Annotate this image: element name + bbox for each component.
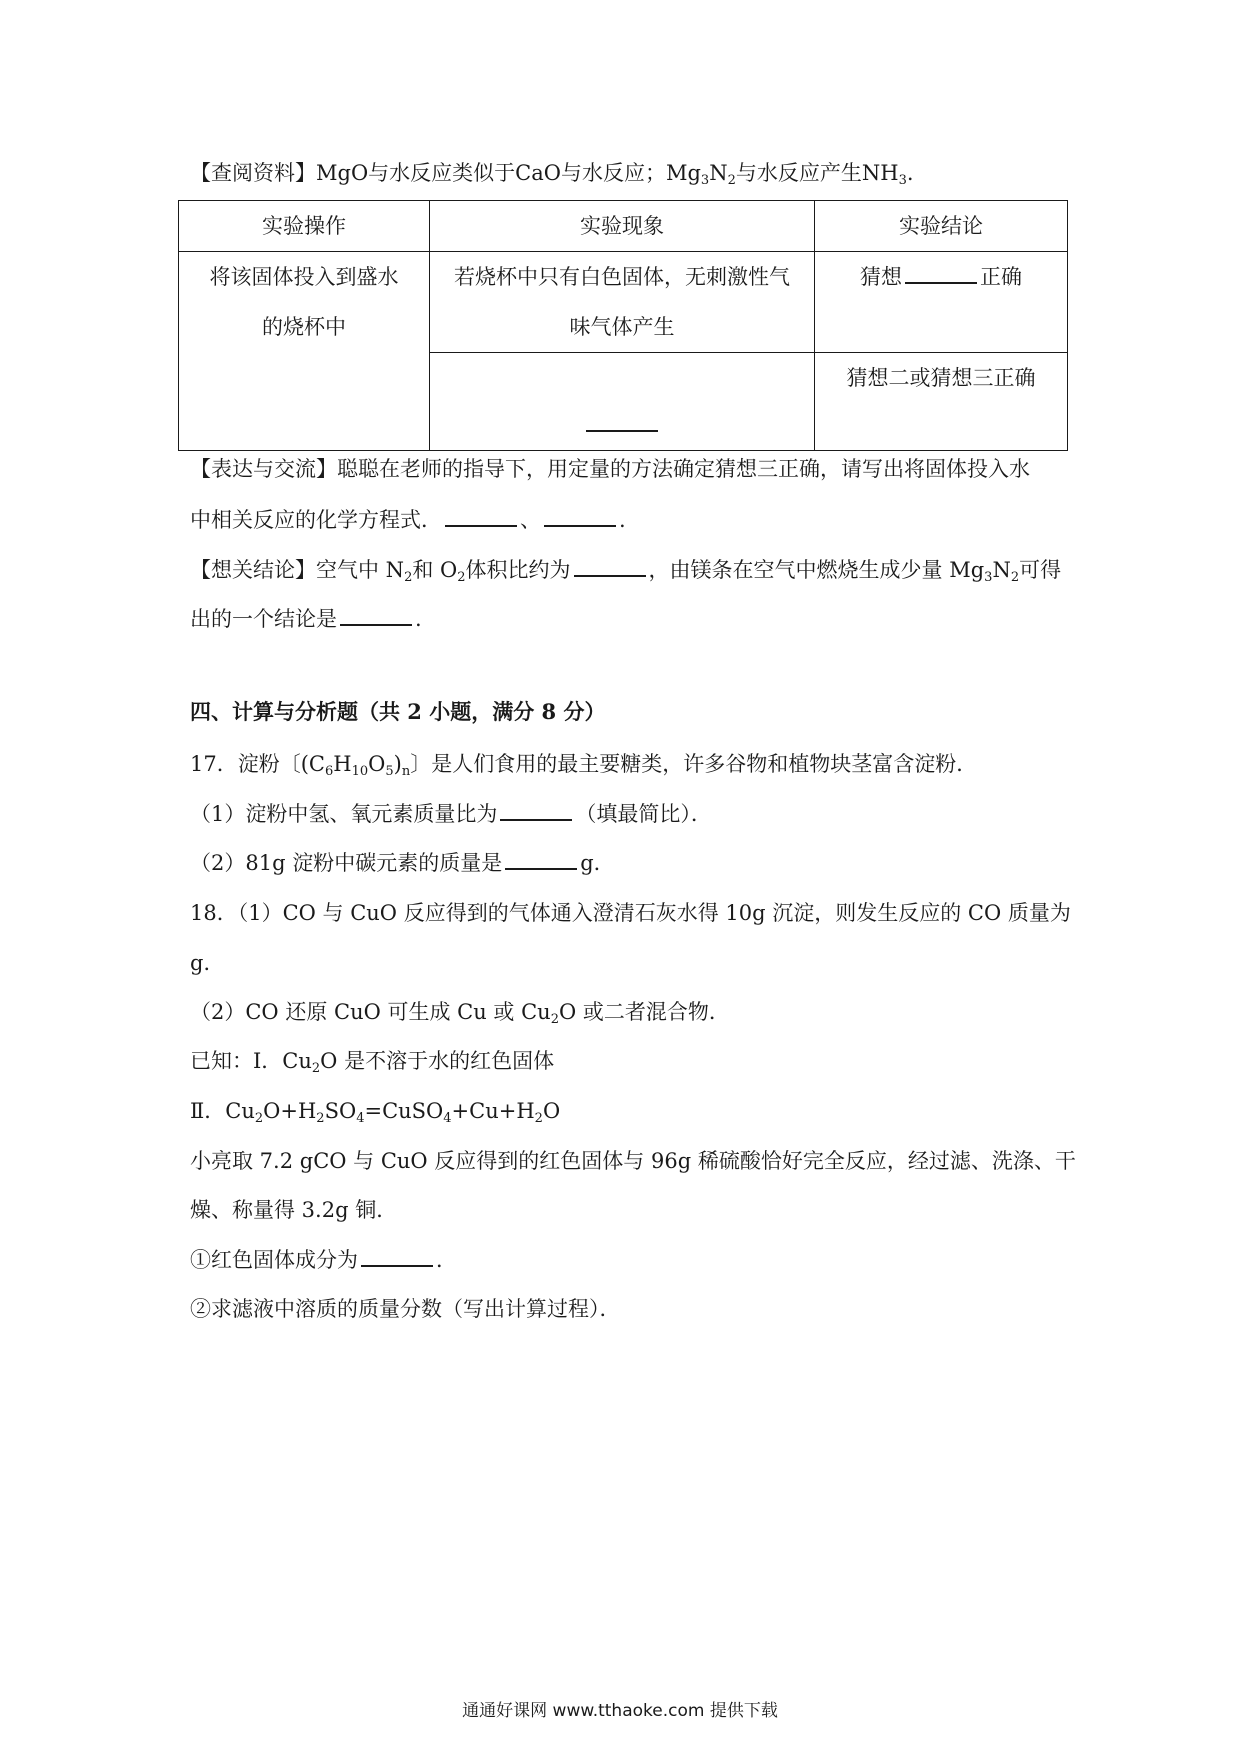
q18-text: ． — [436, 1248, 457, 1272]
conclusion-cell — [815, 252, 1068, 353]
express-separator: 、 — [520, 508, 541, 532]
q18-known1 — [190, 1046, 554, 1076]
q17-part2 — [190, 848, 615, 878]
answer-blank[interactable] — [544, 505, 616, 527]
observation-line: 味气体产生 — [569, 315, 675, 339]
q17-intro — [190, 749, 977, 779]
answer-blank[interactable] — [574, 555, 646, 577]
related-text: 空气中 N — [316, 558, 405, 582]
related-text: 出的一个结论是 — [190, 607, 337, 631]
sub-3: 3 — [984, 570, 993, 585]
table-header-row — [179, 201, 1068, 252]
q18-part1-line2: g． — [190, 951, 225, 975]
observation-line: 若烧杯中只有白色固体，无刺激性气 — [454, 265, 790, 289]
express-line-2 — [190, 505, 626, 535]
q18-text: SO — [324, 1099, 357, 1123]
q18-text-line2: 燥、称量得 3.2g 铜． — [190, 1198, 398, 1222]
sub-2: 2 — [550, 1012, 559, 1027]
sub-n: n — [401, 764, 411, 779]
operation-line: 的烧杯中 — [262, 315, 346, 339]
conclusion-pre: 猜想 — [860, 265, 902, 289]
sub-2: 2 — [1010, 570, 1020, 585]
observation-cell — [430, 353, 815, 451]
sub-2: 2 — [534, 1111, 543, 1126]
q17-text: H — [333, 752, 352, 776]
q18-part1-line1: 18．（1）CO 与 CuO 反应得到的气体通入澄清石灰水得 10g 沉淀，则发生反应的 CO 质量为 — [190, 901, 1071, 925]
q18-text: O — [542, 1099, 561, 1123]
table-header-cell: 实验现象 — [430, 201, 815, 252]
q17-text: 〕是人们食用的最主要糖类，许多谷物和植物块茎富含淀粉． — [410, 752, 978, 776]
q17-text: g． — [580, 851, 615, 875]
answer-blank[interactable] — [500, 799, 572, 821]
q18-known2 — [190, 1096, 560, 1126]
q18-text: Ⅱ．Cu — [190, 1099, 255, 1123]
research-mid: N — [709, 161, 728, 185]
related-prefix: 【想关结论】 — [190, 558, 316, 582]
answer-blank[interactable] — [586, 410, 658, 432]
q18-sub1 — [190, 1245, 457, 1275]
sub-3: 3 — [898, 173, 907, 188]
research-line — [190, 158, 914, 188]
related-text: ，由镁条在空气中燃烧生成少量 Mg — [648, 558, 985, 582]
answer-blank[interactable] — [445, 505, 517, 527]
sub-2: 2 — [311, 1061, 321, 1076]
experiment-table — [178, 200, 1068, 451]
sub-2: 2 — [457, 570, 466, 585]
related-text: 体积比约为 — [465, 558, 571, 582]
sub-2: 2 — [316, 1111, 325, 1126]
q18-text: ①红色固体成分为 — [190, 1248, 358, 1272]
footer-credit: 通通好课网 www.tthaoke.com 提供下载 — [462, 1701, 778, 1721]
conclusion-post: 正确 — [980, 265, 1022, 289]
q17-text: （2）81g 淀粉中碳元素的质量是 — [190, 851, 503, 875]
related-line-1 — [190, 555, 1061, 585]
express-text: 聪聪在老师的指导下，用定量的方法确定猜想三正确，请写出将固体投入水 — [337, 457, 1030, 481]
table-header-cell: 实验结论 — [815, 201, 1068, 252]
express-prefix: 【表达与交流】 — [190, 457, 337, 481]
sub-4: 4 — [443, 1111, 452, 1126]
sub-2: 2 — [404, 570, 413, 585]
answer-blank[interactable] — [905, 262, 977, 284]
observation-cell — [430, 252, 815, 353]
section-title: 四、计算与分析题（共 2 小题，满分 8 分） — [190, 699, 606, 724]
related-text: N — [992, 558, 1011, 582]
table-header-cell: 实验操作 — [179, 201, 430, 252]
sub-2: 2 — [254, 1111, 264, 1126]
sub-5: 5 — [385, 764, 394, 779]
q18-text: O 或二者混合物． — [558, 1000, 730, 1024]
research-tail: . — [906, 161, 914, 185]
sub-6: 6 — [324, 764, 334, 779]
related-text: 和 O — [412, 558, 458, 582]
q18-text-line1: 小亮取 7.2 gCO 与 CuO 反应得到的红色固体与 96g 稀硫酸恰好完全反应，经过滤、洗涤、干 — [190, 1149, 1076, 1173]
q18-text: O+H — [263, 1099, 317, 1123]
answer-blank[interactable] — [340, 604, 412, 626]
q18-text: 已知：Ⅰ．Cu — [190, 1049, 312, 1073]
q17-text: 17．淀粉〔(C — [190, 752, 325, 776]
q18-text: =CuSO — [364, 1099, 444, 1123]
express-end: . — [619, 508, 626, 532]
sub-2: 2 — [727, 173, 736, 188]
q17-text: O — [368, 752, 386, 776]
answer-blank[interactable] — [505, 848, 577, 870]
sub-3: 3 — [700, 173, 710, 188]
answer-blank[interactable] — [361, 1245, 433, 1267]
related-end: . — [415, 607, 422, 631]
research-text: MgO与水反应类似于CaO与水反应；Mg — [316, 161, 701, 185]
q17-text: （1）淀粉中氢、氧元素质量比为 — [190, 802, 498, 826]
q17-text: ) — [393, 752, 402, 776]
q18-sub2: ②求滤液中溶质的质量分数（写出计算过程）． — [190, 1297, 621, 1321]
q18-text: （2）CO 还原 CuO 可生成 Cu 或 Cu — [190, 1000, 551, 1024]
sub-4: 4 — [356, 1111, 365, 1126]
research-prefix: 【查阅资料】 — [190, 161, 316, 185]
express-text: 中相关反应的化学方程式． — [190, 508, 442, 532]
operation-line: 将该固体投入到盛水 — [209, 265, 399, 289]
related-text: 可得 — [1019, 558, 1062, 582]
table-row — [179, 252, 1068, 353]
q18-part2 — [190, 997, 730, 1027]
q18-text: +Cu+H — [451, 1099, 535, 1123]
q17-text: （填最简比）． — [575, 802, 712, 826]
operation-cell — [179, 252, 430, 451]
related-line-2 — [190, 604, 422, 634]
conclusion-cell: 猜想二或猜想三正确 — [815, 353, 1068, 451]
q18-text: O 是不溶于水的红色固体 — [320, 1049, 555, 1073]
express-line-1 — [190, 454, 1030, 484]
research-end: 与水反应产生NH — [735, 161, 899, 185]
q17-part1 — [190, 799, 712, 829]
sub-10: 10 — [351, 764, 369, 779]
